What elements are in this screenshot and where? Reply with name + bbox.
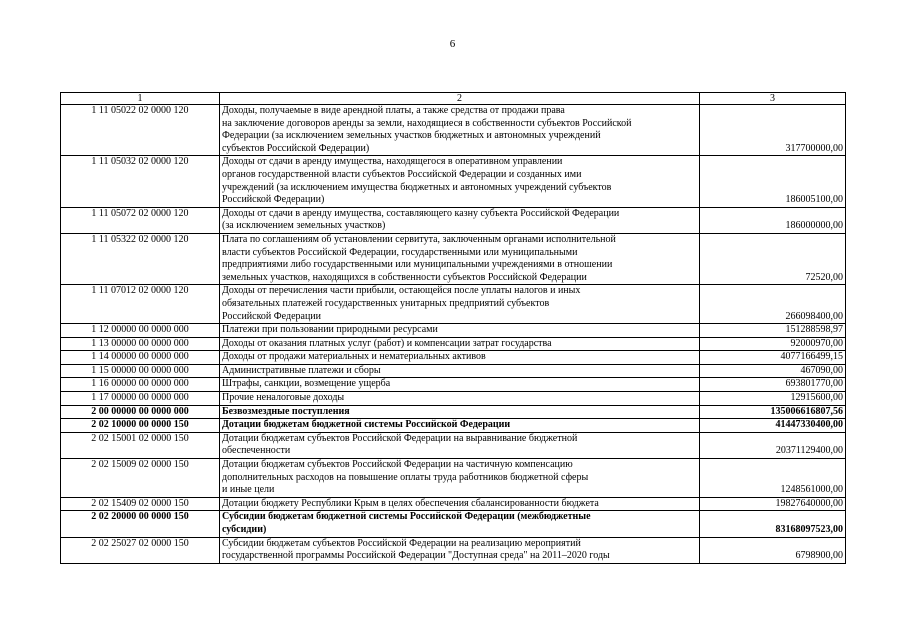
column-number-code: 1: [61, 93, 220, 105]
column-number-amount: 3: [700, 93, 846, 105]
amount-cell: 4077166499,15: [700, 351, 846, 365]
table-row: [61, 207, 846, 233]
amount-cell: 317700000,00: [700, 105, 846, 156]
table-row: [61, 378, 846, 392]
table-row: [61, 324, 846, 338]
description-cell: Доходы от сдачи в аренду имущества, находящегося в оперативном управлении органов государственной власти субъектов Российской Федерации и созданных ими учреждений (за исключением имущества бюджетных и автономных учреждений субъектов Российской Федерации): [220, 156, 700, 207]
description-cell: Штрафы, санкции, возмещение ущерба: [220, 378, 700, 392]
amount-cell: 151288598,97: [700, 324, 846, 338]
budget-code-cell: 1 11 05072 02 0000 120: [61, 207, 220, 233]
table-row: [61, 459, 846, 498]
budget-code-cell: 1 15 00000 00 0000 000: [61, 364, 220, 378]
column-number-description: 2: [220, 93, 700, 105]
budget-code-cell: 2 02 20000 00 0000 150: [61, 511, 220, 537]
description-cell: Доходы от оказания платных услуг (работ) и компенсации затрат государства: [220, 337, 700, 351]
amount-cell: 41447330400,00: [700, 419, 846, 433]
table-row: [61, 537, 846, 563]
description-cell: Доходы от перечисления части прибыли, остающейся после уплаты налогов и иных обязательных платежей государственных унитарных предприятий субъектов Российской Федерации: [220, 285, 700, 324]
description-cell: Дотации бюджету Республики Крым в целях обеспечения сбалансированности бюджета: [220, 497, 700, 511]
description-cell: Дотации бюджетам субъектов Российской Федерации на частичную компенсацию дополнительных расходов на повышение оплаты труда работников бюджетной сферы и иные цели: [220, 459, 700, 498]
budget-code-cell: 1 16 00000 00 0000 000: [61, 378, 220, 392]
amount-cell: 20371129400,00: [700, 432, 846, 458]
budget-code-cell: 2 02 15009 02 0000 150: [61, 459, 220, 498]
description-cell: Дотации бюджетам бюджетной системы Российской Федерации: [220, 419, 700, 433]
budget-code-cell: 2 00 00000 00 0000 000: [61, 405, 220, 419]
table-row: [61, 105, 846, 156]
amount-cell: 266098400,00: [700, 285, 846, 324]
table-row: [61, 392, 846, 406]
description-cell: Плата по соглашениям об установлении сервитута, заключенным органами исполнительной власти субъектов Российской Федерации, государственными или муниципальными предприятиями либо государственными или муниципальными учреждениями в отношении земельных участков, находящихся в собственности субъектов Российской Федерации: [220, 233, 700, 284]
page-number: 6: [449, 38, 456, 50]
budget-code-cell: 2 02 15001 02 0000 150: [61, 432, 220, 458]
description-cell: Дотации бюджетам субъектов Российской Федерации на выравнивание бюджетной обеспеченности: [220, 432, 700, 458]
budget-code-cell: 1 12 00000 00 0000 000: [61, 324, 220, 338]
table-row: [61, 497, 846, 511]
revenue-table: [60, 92, 846, 564]
amount-cell: 693801770,00: [700, 378, 846, 392]
budget-code-cell: 1 11 07012 02 0000 120: [61, 285, 220, 324]
budget-code-cell: 1 17 00000 00 0000 000: [61, 392, 220, 406]
description-cell: Субсидии бюджетам субъектов Российской Федерации на реализацию мероприятий государственной программы Российской Федерации "Доступная среда" на 2011–2020 годы: [220, 537, 700, 563]
table-row: [61, 285, 846, 324]
budget-code-cell: 2 02 25027 02 0000 150: [61, 537, 220, 563]
budget-code-cell: 2 02 15409 02 0000 150: [61, 497, 220, 511]
amount-cell: 92000970,00: [700, 337, 846, 351]
revenue-table-body: [61, 93, 846, 564]
description-cell: Административные платежи и сборы: [220, 364, 700, 378]
table-row: [61, 351, 846, 365]
column-number-row: [61, 93, 846, 105]
amount-cell: 72520,00: [700, 233, 846, 284]
description-cell: Доходы от продажи материальных и нематериальных активов: [220, 351, 700, 365]
amount-cell: 135006616807,56: [700, 405, 846, 419]
budget-code-cell: 1 11 05032 02 0000 120: [61, 156, 220, 207]
amount-cell: 6798900,00: [700, 537, 846, 563]
budget-code-cell: 1 13 00000 00 0000 000: [61, 337, 220, 351]
description-cell: Прочие неналоговые доходы: [220, 392, 700, 406]
budget-code-cell: 1 11 05322 02 0000 120: [61, 233, 220, 284]
amount-cell: 83168097523,00: [700, 511, 846, 537]
table-row: [61, 337, 846, 351]
amount-cell: 186005100,00: [700, 156, 846, 207]
table-row: [61, 156, 846, 207]
budget-code-cell: 2 02 10000 00 0000 150: [61, 419, 220, 433]
description-cell: Субсидии бюджетам бюджетной системы Российской Федерации (межбюджетные субсидии): [220, 511, 700, 537]
table-row: [61, 432, 846, 458]
amount-cell: 1248561000,00: [700, 459, 846, 498]
description-cell: Безвозмездные поступления: [220, 405, 700, 419]
table-row: [61, 419, 846, 433]
table-row: [61, 405, 846, 419]
table-row: [61, 233, 846, 284]
amount-cell: 19827640000,00: [700, 497, 846, 511]
description-cell: Платежи при пользовании природными ресурсами: [220, 324, 700, 338]
table-row: [61, 511, 846, 537]
amount-cell: 467090,00: [700, 364, 846, 378]
budget-code-cell: 1 14 00000 00 0000 000: [61, 351, 220, 365]
amount-cell: 12915600,00: [700, 392, 846, 406]
table-row: [61, 364, 846, 378]
amount-cell: 186000000,00: [700, 207, 846, 233]
description-cell: Доходы, получаемые в виде арендной платы, а также средства от продажи права на заключение договоров аренды за земли, находящиеся в собственности субъектов Российской Федерации (за исключением земельных участков бюджетных и автономных учреждений субъектов Российской Федерации): [220, 105, 700, 156]
budget-code-cell: 1 11 05022 02 0000 120: [61, 105, 220, 156]
description-cell: Доходы от сдачи в аренду имущества, составляющего казну субъекта Российской Федерации (за исключением земельных участков): [220, 207, 700, 233]
